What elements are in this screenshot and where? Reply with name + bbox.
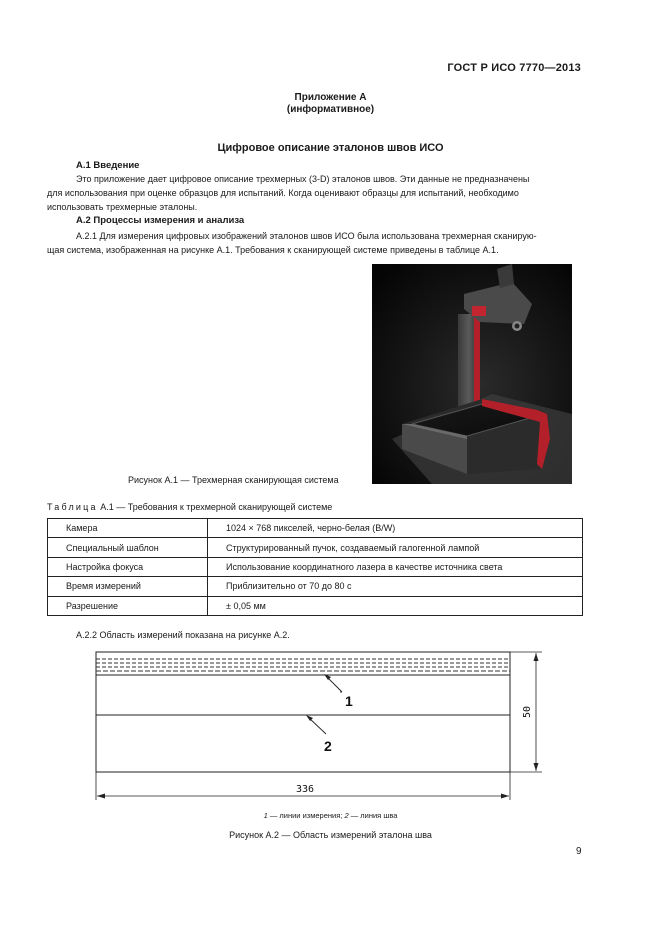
table-row <box>48 577 583 596</box>
table-caption <box>47 502 332 512</box>
standard-header: ГОСТ Р ИСО 7770—2013 <box>447 62 581 74</box>
requirements-table <box>47 518 583 616</box>
legend-text: — линии измерения; <box>267 811 345 820</box>
table-cell-param: Камера <box>48 519 208 538</box>
figure-a2-caption: Рисунок А.2 — Область измерений эталона шва <box>229 830 432 840</box>
appendix-title: Приложение А <box>294 92 367 103</box>
table-cell-value: Структурированный пучок, создаваемый галогенной лампой <box>208 538 583 557</box>
dimension-width-label: 336 <box>296 784 315 795</box>
measurement-area-outline <box>96 652 510 772</box>
section-a1-paragraph <box>47 172 583 214</box>
table-caption-label: Таблица <box>47 502 98 512</box>
label-measurement-lines: 1 <box>345 693 353 709</box>
section-a2-paragraph <box>47 229 583 257</box>
table-cell-value: 1024 × 768 пикселей, черно-белая (B/W) <box>208 519 583 538</box>
page-number: 9 <box>576 846 582 857</box>
table-row <box>48 538 583 557</box>
table-row <box>48 557 583 576</box>
label-weld-line: 2 <box>324 738 332 754</box>
measurement-lines <box>96 659 510 671</box>
legend-number: 1 <box>263 811 268 820</box>
table-cell-param: Специальный шаблон <box>48 538 208 557</box>
section-a1-heading: А.1 Введение <box>76 160 140 171</box>
text-line: для использования при оценке образцов для испытаний. Когда оценивают образцы для испытаний, необходимо <box>47 188 519 198</box>
dimension-height-label: 50 <box>522 705 533 718</box>
text-line: использовать трехмерные эталоны. <box>47 202 198 212</box>
section-a2-heading: А.2 Процессы измерения и анализа <box>76 215 245 226</box>
appendix-subtitle: (информативное) <box>286 104 375 115</box>
legend-text: — линия шва <box>348 811 398 820</box>
table-cell-value: ± 0,05 мм <box>208 596 583 615</box>
figure-a2-legend <box>0 811 661 820</box>
scanner-photo <box>372 264 572 484</box>
table-cell-value: Использование координатного лазера в качестве источника света <box>208 557 583 576</box>
text-line: Это приложение дает цифровое описание трехмерных (3-D) эталонов швов. Эти данные не предназначены <box>76 174 530 184</box>
section-a22-paragraph: А.2.2 Область измерений показана на рисунке А.2. <box>76 630 290 640</box>
table-cell-value: Приблизительно от 70 до 80 с <box>208 577 583 596</box>
table-row <box>48 519 583 538</box>
table-row <box>48 596 583 615</box>
text-line: щая система, изображенная на рисунке А.1. Требования к сканирующей системе приведены в таблице А.1. <box>47 245 499 255</box>
table-cell-param: Настройка фокуса <box>48 557 208 576</box>
text-line: А.2.1 Для измерения цифровых изображений эталонов швов ИСО была использована трехмерная сканирую- <box>76 231 537 241</box>
table-cell-param: Время измерений <box>48 577 208 596</box>
figure-a1-caption: Рисунок А.1 — Трехмерная сканирующая система <box>128 475 339 485</box>
legend-number: 2 <box>344 811 349 820</box>
document-title: Цифровое описание эталонов швов ИСО <box>217 142 444 154</box>
table-caption-text: А.1 — Требования к трехмерной сканирующей системе <box>100 502 333 512</box>
table-cell-param: Разрешение <box>48 596 208 615</box>
measurement-area-diagram <box>90 648 550 808</box>
